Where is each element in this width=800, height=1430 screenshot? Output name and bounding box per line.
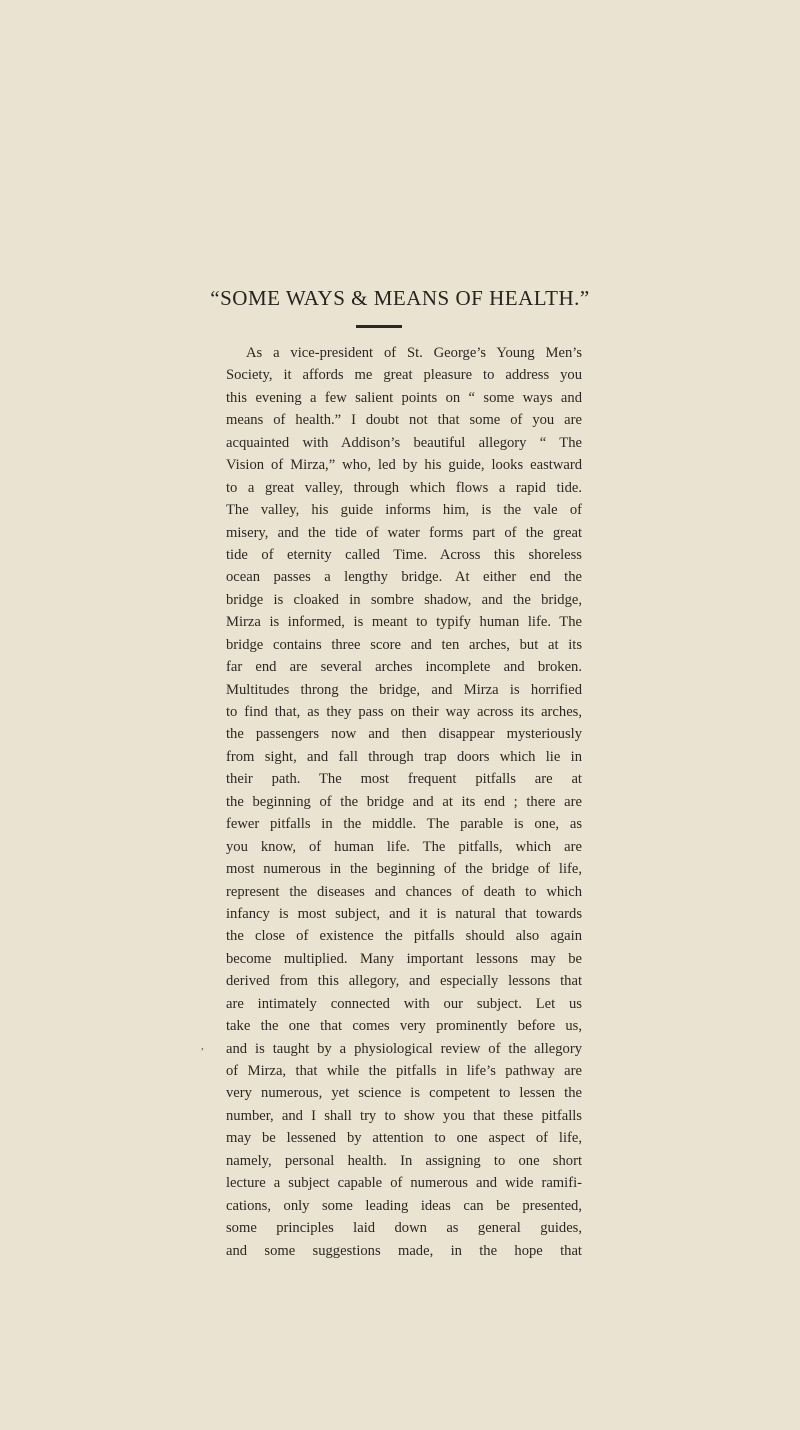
text-line: The valley, his guide informs him, is the vale of	[226, 502, 582, 519]
text-line: take the one that comes very prominently before us,	[226, 1018, 582, 1035]
text-line: and some suggestions made, in the hope that	[226, 1242, 582, 1259]
text-line: may be lessened by attention to one aspect of life,	[226, 1130, 582, 1147]
text-line: tide of eternity called Time. Across this shoreless	[226, 546, 582, 563]
text-line: bridge is cloaked in sombre shadow, and the bridge,	[226, 591, 582, 608]
text-line: Mirza is informed, is meant to typify human life. The	[226, 614, 582, 631]
text-line: to find that, as they pass on their way across its arches,	[226, 704, 582, 720]
text-line: some principles laid down as general guides,	[226, 1220, 582, 1237]
text-line: As a vice-president of St. George’s Young Men’s	[246, 345, 582, 361]
text-line: bridge contains three score and ten arches, but at its	[226, 636, 582, 653]
text-line: represent the diseases and chances of death to which	[226, 883, 582, 900]
text-line: Multitudes throng the bridge, and Mirza is horrified	[226, 681, 582, 698]
text-line: far end are several arches incomplete and broken.	[226, 659, 582, 676]
document-title: “SOME WAYS & MEANS OF HEALTH.”	[210, 286, 590, 310]
title-divider	[356, 325, 402, 328]
text-line: most numerous in the beginning of the bridge of life,	[226, 861, 582, 878]
text-line: means of health.” I doubt not that some of you are	[226, 412, 582, 429]
text-line: cations, only some leading ideas can be presented,	[226, 1197, 582, 1214]
text-line: are intimately connected with our subject. Let us	[226, 995, 582, 1012]
text-line: from sight, and fall through trap doors which lie in	[226, 748, 582, 765]
text-line: misery, and the tide of water forms part of the great	[226, 524, 582, 541]
text-line: the beginning of the bridge and at its end ; there are	[226, 793, 582, 810]
text-line: fewer pitfalls in the middle. The parable is one, as	[226, 816, 582, 833]
text-line: lecture a subject capable of numerous and wide ramifi-	[226, 1175, 582, 1192]
text-line: number, and I shall try to show you that these pitfalls	[226, 1107, 582, 1124]
text-line: very numerous, yet science is competent to lessen the	[226, 1085, 582, 1102]
text-line: Society, it affords me great pleasure to address you	[226, 367, 582, 384]
text-line: the close of existence the pitfalls should also again	[226, 928, 582, 945]
text-line: this evening a few salient points on “ some ways and	[226, 389, 582, 406]
text-line: namely, personal health. In assigning to one short	[226, 1152, 582, 1169]
text-line: acquainted with Addison’s beautiful allegory “ The	[226, 434, 582, 451]
text-line: derived from this allegory, and especially lessons that	[226, 973, 582, 990]
text-line: become multiplied. Many important lessons may be	[226, 950, 582, 967]
text-line: infancy is most subject, and it is natural that towards	[226, 905, 582, 922]
body-paragraph	[226, 342, 582, 1262]
text-line: and is taught by a physiological review of the allegory	[226, 1040, 582, 1057]
text-line: the passengers now and then disappear mysteriously	[226, 726, 582, 743]
margin-mark: ,	[201, 1040, 204, 1052]
text-line: you know, of human life. The pitfalls, which are	[226, 838, 582, 855]
text-line: ocean passes a lengthy bridge. At either end the	[226, 569, 582, 586]
text-line: their path. The most frequent pitfalls are at	[226, 771, 582, 788]
text-line: Vision of Mirza,” who, led by his guide, looks eastward	[226, 457, 582, 474]
text-line: to a great valley, through which flows a rapid tide.	[226, 479, 582, 496]
text-line: of Mirza, that while the pitfalls in life’s pathway are	[226, 1063, 582, 1079]
